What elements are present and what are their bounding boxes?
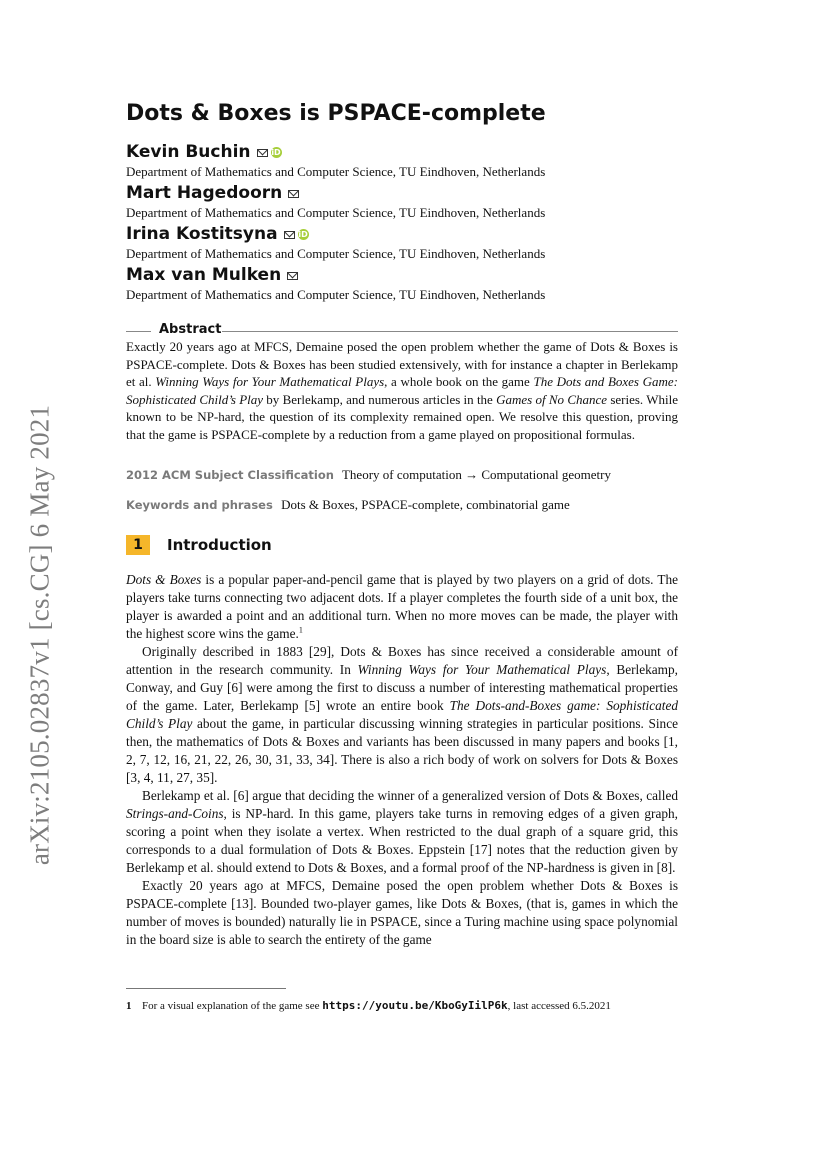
orcid-icon[interactable]: iD <box>298 230 308 239</box>
paper-title: Dots & Boxes is PSPACE-complete <box>126 101 546 126</box>
orcid-icon[interactable]: iD <box>271 148 281 157</box>
abstract-rule-right <box>222 331 678 332</box>
abstract-rule-left <box>126 331 151 332</box>
keywords-value: Dots & Boxes, PSPACE-complete, combinatorial game <box>281 497 570 512</box>
keywords <box>126 496 686 514</box>
footnote-number: 1 <box>126 1000 132 1012</box>
mail-icon[interactable] <box>284 231 295 239</box>
author-affiliation: Department of Mathematics and Computer Science, TU Eindhoven, Netherlands <box>126 164 546 179</box>
section-number-badge: 1 <box>126 535 150 555</box>
abstract-text: Exactly 20 years ago at MFCS, Demaine posed the open problem whether the game of Dots & Boxes is PSPACE-complete. Dots & Boxes has been studied extensively, with for instance a chapter in Berlekamp et al. Winning Ways for Your Mathematical Plays, a whole book on the game The Dots and Boxes Game: Sophisticated Child’s Play by Berlekamp, and numerous articles in the Games of No Chance series. While known to be NP-hard, the question of its complexity remained open. We resolve this question, proving that the game is PSPACE-complete by a reduction from a game played on propositional formulas. <box>126 339 679 442</box>
keywords-label: Keywords and phrases <box>126 498 273 512</box>
footnote-divider <box>126 988 286 989</box>
section-heading <box>126 535 272 555</box>
arxiv-identifier-stamp <box>20 365 60 905</box>
section-title: Introduction <box>167 536 272 554</box>
author-block-1 <box>126 142 686 180</box>
mail-icon[interactable] <box>287 272 298 280</box>
author-affiliation: Department of Mathematics and Computer Science, TU Eindhoven, Netherlands <box>126 205 546 220</box>
author-name: Max van Mulken <box>126 265 282 285</box>
footnote-link[interactable]: https://youtu.be/KboGyIilP6k <box>322 999 508 1012</box>
author-block-3 <box>126 224 686 262</box>
author-affiliation: Department of Mathematics and Computer Science, TU Eindhoven, Netherlands <box>126 246 546 261</box>
acm-value: Theory of computation → Computational geometry <box>341 467 611 482</box>
abstract-heading <box>126 324 678 338</box>
mail-icon[interactable] <box>288 190 299 198</box>
footnote-marker[interactable]: 1 <box>298 625 303 635</box>
body-paragraph: Berlekamp et al. [6] argue that deciding the winner of a generalized version of Dots & Boxes, called Strings-and-Coins, is NP-hard. In this game, players take turns in removing edges of a given graph, scoring a point when they isolate a vertex. When restricted to the dual graph of a square grid, this corresponds to a dual formulation of Dots & Boxes. Eppstein [17] notes that the reduction given by Berlekamp et al. should extend to Dots & Boxes, and a formal proof of the NP-hardness is given in [8]. <box>126 788 678 875</box>
author-block-2 <box>126 183 686 221</box>
abstract-label: Abstract <box>159 322 222 337</box>
mail-icon[interactable] <box>257 149 268 157</box>
author-affiliation: Department of Mathematics and Computer Science, TU Eindhoven, Netherlands <box>126 287 546 302</box>
body-paragraph: Originally described in 1883 [29], Dots & Boxes has since received a considerable amount of attention in the research community. In Winning Ways for Your Mathematical Plays, Berlekamp, Conway, and Guy [6] were among the first to discuss a number of interesting mathematical properties of the game. Later, Berlekamp [5] wrote an entire book The Dots-and-Boxes game: Sophisticated Child’s Play about the game, in particular discussing winning strategies in particular positions. Since then, the mathematics of Dots & Boxes and variants has been discussed in many papers and books [1, 2, 7, 12, 16, 21, 22, 26, 30, 31, 33, 34]. There is also a rich body of work on solvers for Dots & Boxes [3, 4, 11, 27, 35]. <box>126 644 678 785</box>
arxiv-identifier-text: arXiv:2105.02837v1 [cs.CG] 6 May 2021 <box>24 404 55 866</box>
acm-classification <box>126 466 686 484</box>
acm-label: 2012 ACM Subject Classification <box>126 468 334 482</box>
body-paragraph: Exactly 20 years ago at MFCS, Demaine posed the open problem whether Dots & Boxes is PSPACE-complete [13]. Bounded two-player games, like Dots & Boxes, (that is, games in which the number of moves is bounded) naturally lie in PSPACE, since a Turing machine using space polynomial in the board size is able to search the entirety of the game <box>126 878 678 947</box>
author-name: Mart Hagedoorn <box>126 183 283 203</box>
author-name: Irina Kostitsyna <box>126 224 278 244</box>
section-body <box>126 571 678 949</box>
author-block-4 <box>126 265 686 303</box>
author-name: Kevin Buchin <box>126 142 251 162</box>
footnote: 1 For a visual explanation of the game see https://youtu.be/KboGyIilP6k, last accessed 6.5.2021 <box>126 999 611 1012</box>
body-paragraph: Dots & Boxes is a popular paper-and-pencil game that is played by two players on a grid of dots. The players take turns connecting two adjacent dots. If a player completes the fourth side of a unit box, the player is awarded a point and an additional turn. When no more moves can be made, the player with the highest score wins the game.$^1$ <box>126 572 678 641</box>
